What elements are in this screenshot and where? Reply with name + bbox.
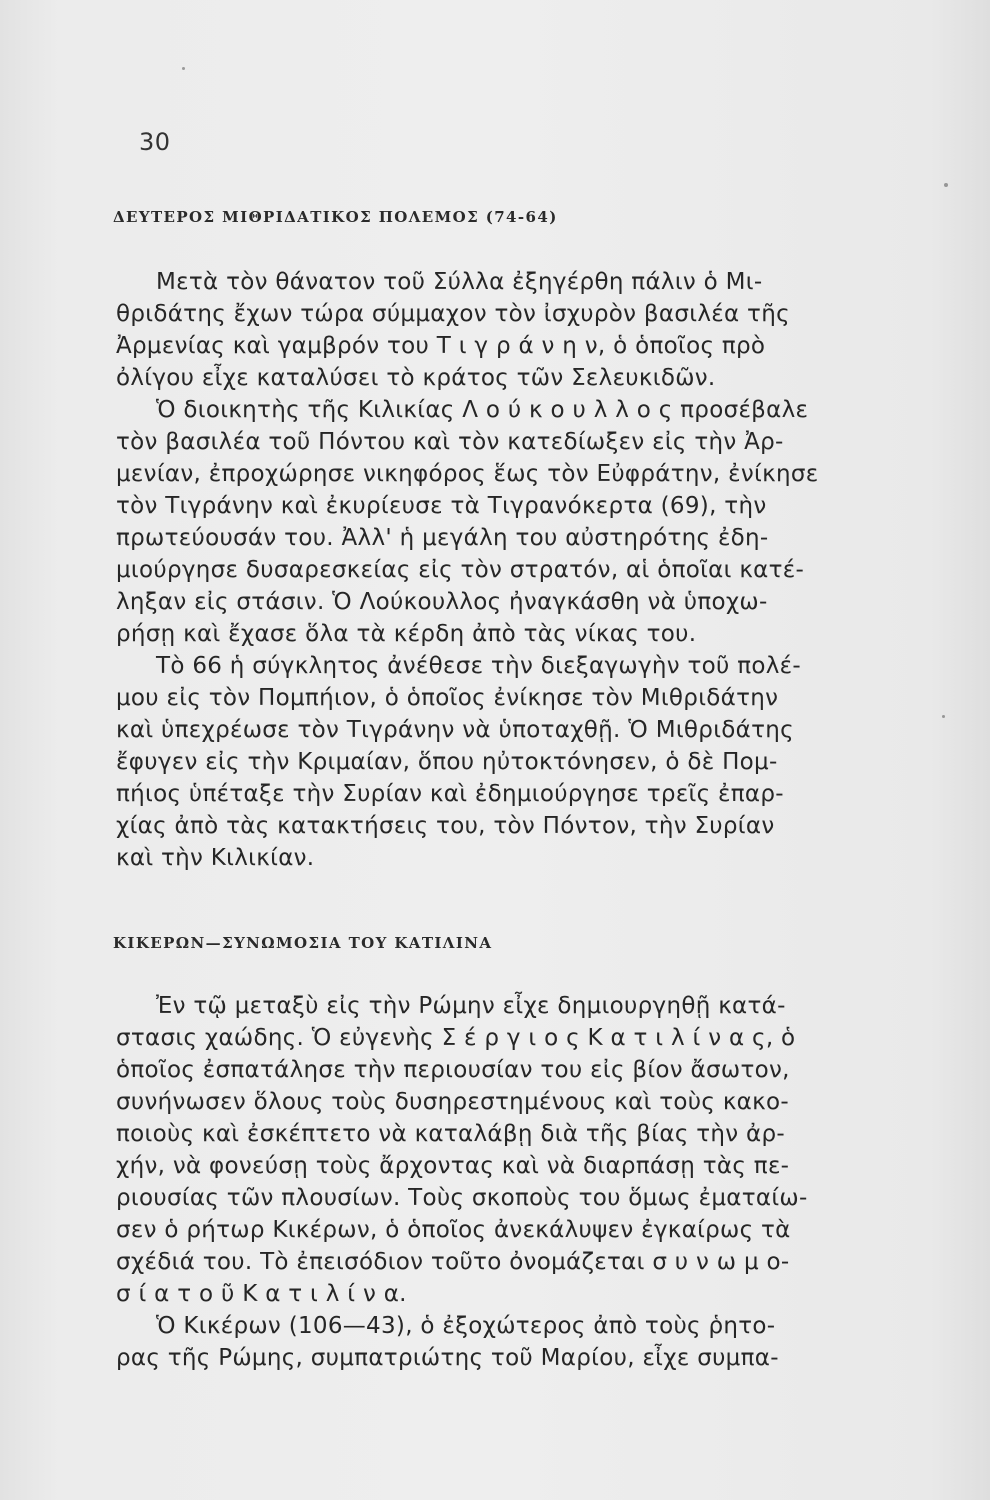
text-line: ρήσῃ καὶ ἔχασε ὅλα τὰ κέρδη ἀπὸ τὰς νίκας του. — [116, 621, 697, 647]
text-line: πήιος ὑπέταξε τὴν Συρίαν καὶ ἐδημιούργησε τρεῖς ἐπαρ- — [116, 781, 784, 807]
text-line: ὁποῖος ἐσπατάλησε τὴν περιουσίαν του εἰς βίον ἄσωτον, — [116, 1057, 790, 1083]
text-line: χίας ἀπὸ τὰς κατακτήσεις του, τὸν Πόντον, τὴν Συρίαν — [116, 813, 775, 839]
text-line: σ ί α τ ο ῦ Κ α τ ι λ ί ν α. — [116, 1281, 407, 1307]
text-line: Ὁ διοικητὴς τῆς Κιλικίας Λ ο ύ κ ο υ λ λ ο ς προσέβαλε — [156, 397, 809, 423]
text-line: μιούργησε δυσαρεσκείας εἰς τὸν στρατόν, αἱ ὁποῖαι κατέ- — [116, 557, 805, 583]
text-line: σχέδιά του. Τὸ ἐπεισόδιον τοῦτο ὀνομάζεται σ υ ν ω μ ο- — [116, 1249, 790, 1275]
section-heading: ΚΙΚΕΡΩΝ—ΣΥΝΩΜΟΣΙΑ ΤΟΥ ΚΑΤΙΛΙΝΑ — [113, 934, 493, 952]
text-line: ρας τῆς Ρώμης, συμπατριώτης τοῦ Μαρίου, εἶχε συμπα- — [116, 1345, 779, 1371]
text-line: μενίαν, ἐπροχώρησε νικηφόρος ἕως τὸν Εὐφράτην, ἐνίκησε — [116, 461, 819, 487]
text-line: θριδάτης ἔχων τώρα σύμμαχον τὸν ἰσχυρὸν βασιλέα τῆς — [116, 301, 790, 327]
text-line: Μετὰ τὸν θάνατον τοῦ Σύλλα ἐξηγέρθη πάλιν ὁ Μι- — [156, 269, 763, 295]
text-line: ποιοὺς καὶ ἐσκέπτετο νὰ καταλάβῃ διὰ τῆς βίας τὴν ἀρ- — [116, 1121, 785, 1147]
paper-speck — [182, 67, 185, 70]
text-line: Ὁ Κικέρων (106—43), ὁ ἐξοχώτερος ἀπὸ τοὺς ῥητο- — [156, 1313, 776, 1339]
text-line: πρωτεύουσάν του. Ἀλλ' ἡ μεγάλη του αὐστηρότης ἐδη- — [116, 525, 769, 551]
text-line: καὶ τὴν Κιλικίαν. — [116, 845, 315, 871]
text-line: χήν, νὰ φονεύσῃ τοὺς ἄρχοντας καὶ νὰ διαρπάσῃ τὰς πε- — [116, 1153, 790, 1179]
text-line: Ἐν τῷ μεταξὺ εἰς τὴν Ρώμην εἶχε δημιουργηθῇ κατά- — [156, 993, 786, 1019]
text-line: στασις χαώδης. Ὁ εὐγενὴς Σ έ ρ γ ι ο ς Κ α τ ι λ ί ν α ς, ὁ — [116, 1025, 796, 1051]
text-line: ὀλίγου εἶχε καταλύσει τὸ κράτος τῶν Σελευκιδῶν. — [116, 365, 716, 391]
section-heading: ΔΕΥΤΕΡΟΣ ΜΙΘΡΙΔΑΤΙΚΟΣ ΠΟΛΕΜΟΣ (74-64) — [113, 208, 558, 226]
paper-speck — [944, 183, 948, 187]
text-line: ριουσίας τῶν πλουσίων. Τοὺς σκοποὺς του ὅμως ἐματαίω- — [116, 1185, 808, 1211]
text-line: Τὸ 66 ἡ σύγκλητος ἀνέθεσε τὴν διεξαγωγὴν τοῦ πολέ- — [156, 653, 802, 679]
text-line: τὸν Τιγράνην καὶ ἐκυρίευσε τὰ Τιγρανόκερτα (69), τὴν — [116, 493, 767, 519]
text-line: ληξαν εἰς στάσιν. Ὁ Λούκουλλος ἠναγκάσθη νὰ ὑποχω- — [116, 589, 768, 615]
text-line: σεν ὁ ρήτωρ Κικέρων, ὁ ὁποῖος ἀνεκάλυψεν ἐγκαίρως τὰ — [116, 1217, 791, 1243]
text-line: Ἀρμενίας καὶ γαμβρόν του Τ ι γ ρ ά ν η ν, ὁ ὁποῖος πρὸ — [116, 333, 766, 359]
text-line: καὶ ὑπεχρέωσε τὸν Τιγράνην νὰ ὑποταχθῇ. Ὁ Μιθριδάτης — [116, 717, 794, 743]
text-line: τὸν βασιλέα τοῦ Πόντου καὶ τὸν κατεδίωξεν εἰς τὴν Ἀρ- — [116, 429, 784, 455]
text-line: μου εἰς τὸν Πομπήιον, ὁ ὁποῖος ἐνίκησε τὸν Μιθριδάτην — [116, 685, 779, 711]
page-number: 30 — [139, 128, 171, 156]
text-line: συνήνωσεν ὅλους τοὺς δυσηρεστημένους καὶ τοὺς κακο- — [116, 1089, 789, 1115]
section-body — [116, 990, 832, 1374]
text-line: ἔφυγεν εἰς τὴν Κριμαίαν, ὅπου ηὐτοκτόνησεν, ὁ δὲ Πομ- — [116, 749, 778, 775]
section-body — [116, 266, 832, 874]
paper-speck — [942, 715, 945, 718]
